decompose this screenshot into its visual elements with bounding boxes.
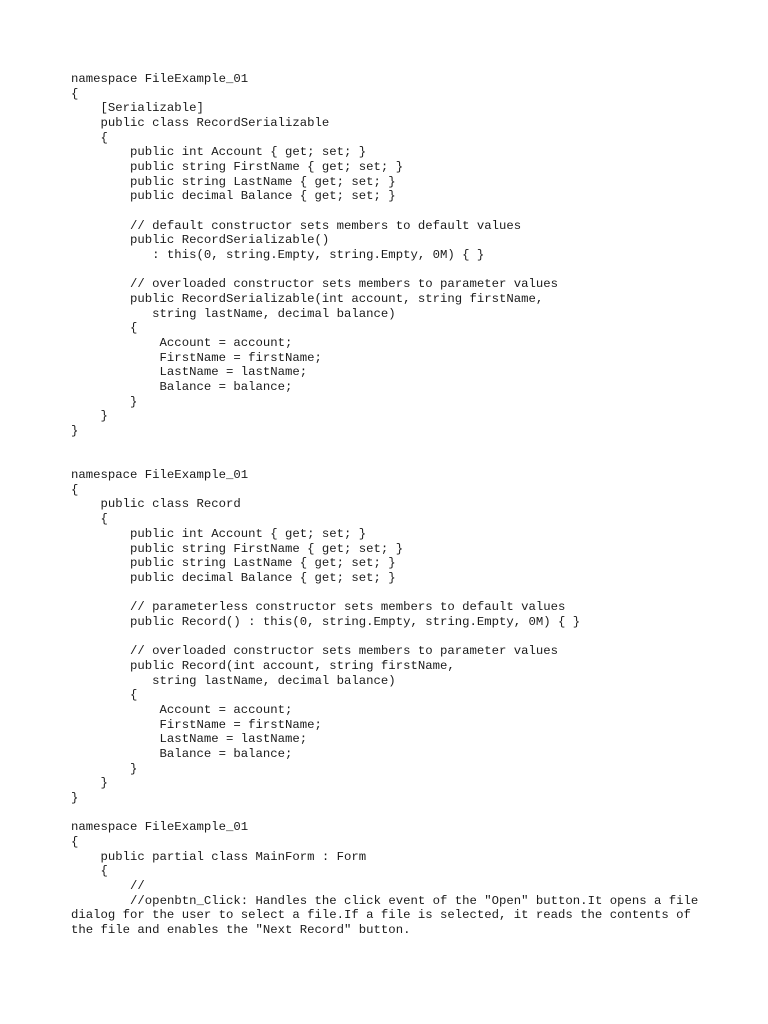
code-line: FirstName = firstName; — [71, 717, 322, 732]
code-line: public int Account { get; set; } — [71, 526, 367, 541]
code-line: Account = account; — [71, 336, 293, 351]
code-line: public class RecordSerializable — [71, 116, 330, 131]
code-line: public string LastName { get; set; } — [71, 174, 396, 189]
code-line: public partial class MainForm : Form — [71, 849, 367, 864]
code-line: [Serializable] — [71, 101, 204, 116]
code-line: { — [71, 688, 138, 703]
code-block — [71, 820, 711, 937]
code-line: } — [71, 424, 79, 439]
code-line: namespace FileExample_01 — [71, 820, 249, 835]
code-line: } — [71, 394, 138, 409]
code-line: string lastName, decimal balance) — [71, 673, 396, 688]
code-line: } — [71, 790, 79, 805]
code-line — [71, 586, 711, 601]
code-line: namespace FileExample_01 — [71, 72, 249, 86]
code-line: } — [71, 409, 108, 424]
code-line: { — [71, 482, 79, 497]
code-line — [71, 630, 711, 645]
code-line: // default constructor sets members to default values — [71, 218, 522, 233]
code-line: public string LastName { get; set; } — [71, 556, 396, 571]
code-line: Account = account; — [71, 702, 293, 717]
code-line: FirstName = firstName; — [71, 350, 322, 365]
code-line: LastName = lastName; — [71, 365, 308, 380]
code-line: // overloaded constructor sets members to parameter values — [71, 644, 559, 659]
code-line: { — [71, 512, 108, 527]
code-line: Balance = balance; — [71, 380, 293, 395]
code-line: public RecordSerializable() — [71, 233, 330, 248]
code-line: namespace FileExample_01 — [71, 468, 249, 483]
code-line: } — [71, 761, 138, 776]
code-line — [71, 806, 711, 821]
code-line: // parameterless constructor sets members to default values — [71, 600, 566, 615]
code-block — [71, 72, 711, 468]
code-line: { — [71, 864, 108, 879]
code-line: Balance = balance; — [71, 746, 293, 761]
code-line: public decimal Balance { get; set; } — [71, 189, 396, 204]
code-line — [71, 263, 711, 278]
code-line: { — [71, 834, 79, 849]
code-line: public string FirstName { get; set; } — [71, 160, 404, 175]
code-line: public Record(int account, string firstName, — [71, 658, 455, 673]
code-line: LastName = lastName; — [71, 732, 308, 747]
code-line: public Record() : this(0, string.Empty, string.Empty, 0M) { } — [71, 614, 581, 629]
code-line: } — [71, 776, 108, 791]
code-line: public class Record — [71, 497, 241, 512]
code-line: { — [71, 321, 138, 336]
code-listing — [71, 72, 711, 938]
code-line — [71, 439, 711, 454]
code-line: string lastName, decimal balance) — [71, 306, 396, 321]
code-line: public decimal Balance { get; set; } — [71, 570, 396, 585]
code-line: public string FirstName { get; set; } — [71, 541, 404, 556]
code-line: public int Account { get; set; } — [71, 145, 367, 160]
code-line: // — [71, 878, 145, 893]
code-line: //openbtn_Click: Handles the click event of the "Open" button.It opens a file dialog for the user to select a file.If a file is selected, it reads the contents of the file and enables the "Next Record" button. — [71, 893, 706, 937]
code-line — [71, 453, 711, 468]
code-line: : this(0, string.Empty, string.Empty, 0M) { } — [71, 248, 485, 263]
code-block — [71, 468, 711, 820]
code-line — [71, 204, 711, 219]
code-line: { — [71, 86, 79, 101]
code-line: public RecordSerializable(int account, string firstName, — [71, 292, 544, 307]
code-line: { — [71, 130, 108, 145]
code-line: // overloaded constructor sets members to parameter values — [71, 277, 559, 292]
